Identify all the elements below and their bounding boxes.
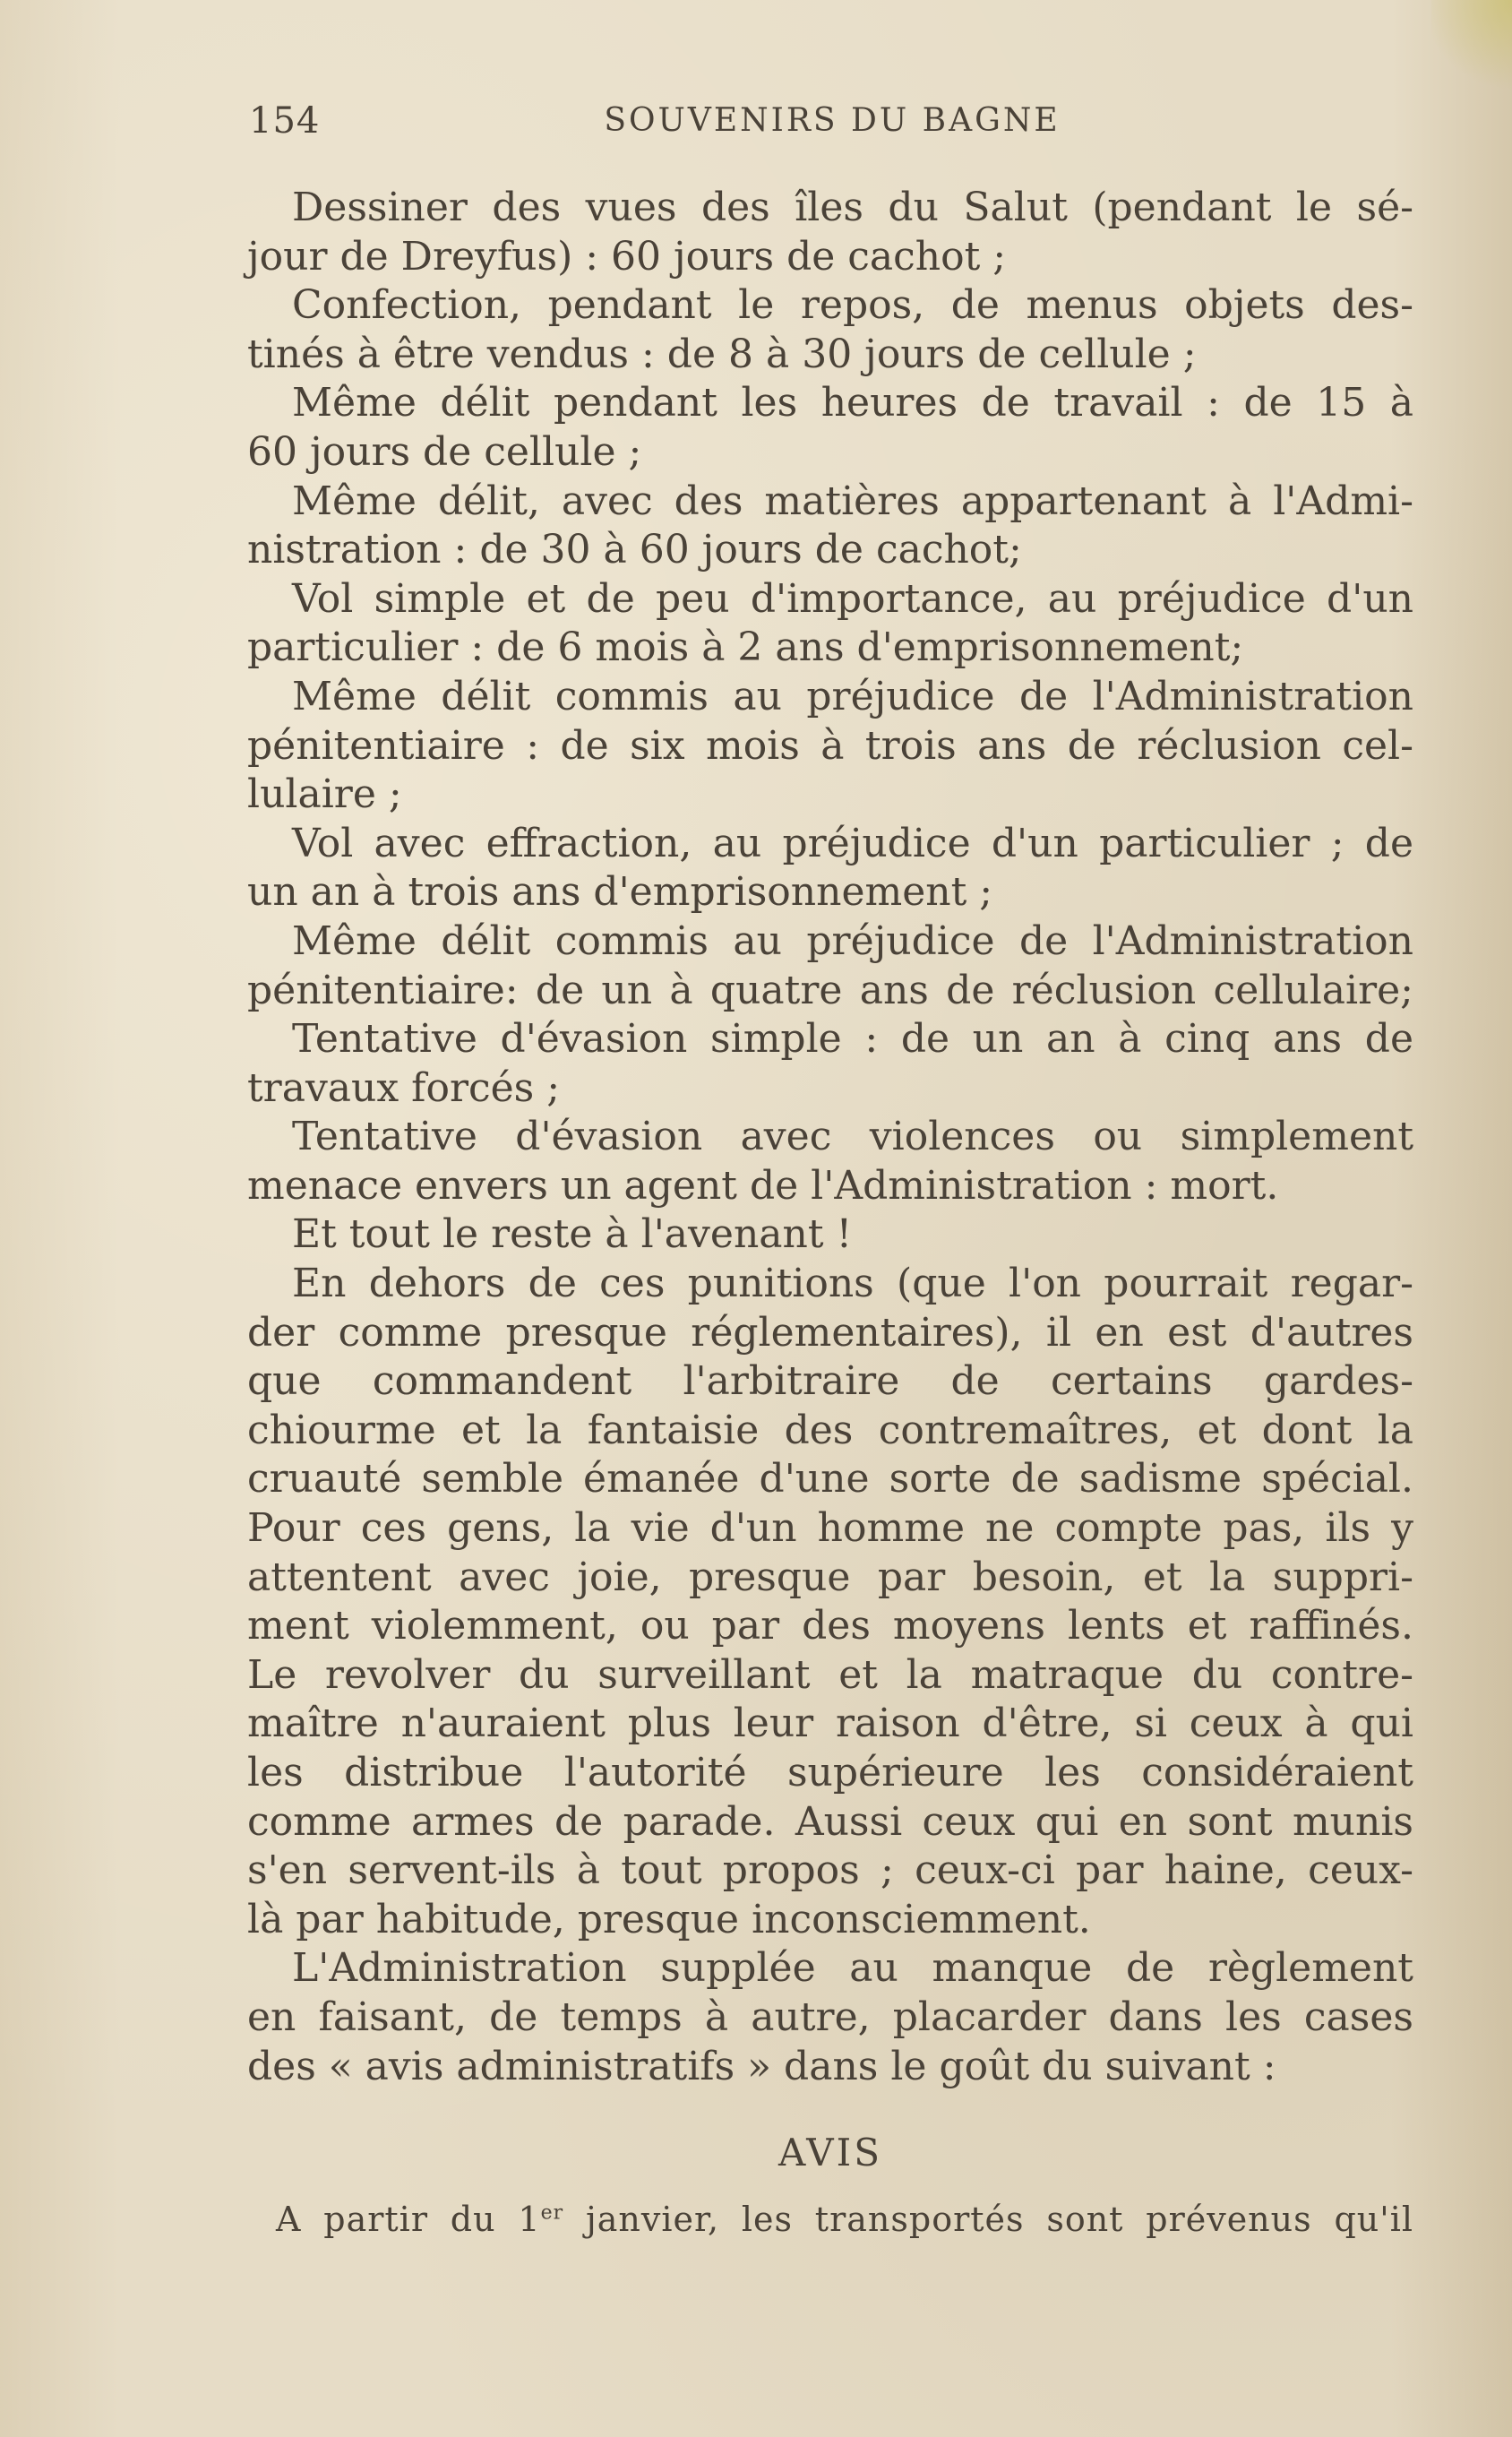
avis-title: AVIS	[778, 2131, 882, 2174]
text-line: tinés à être vendus : de 8 à 30 jours de cellule ;	[247, 331, 1197, 377]
text-line: En dehors de ces punitions (que l'on pourrait regar-	[292, 1261, 1413, 1307]
body-text	[247, 184, 1413, 2091]
text-line: les distribue l'autorité supérieure les considéraient	[247, 1750, 1413, 1795]
page-number: 154	[249, 100, 321, 142]
text-line: L'Administration supplée au manque de règlement	[292, 1945, 1413, 1992]
text-line: un an à trois ans d'emprisonnement ;	[247, 869, 993, 916]
text-line: Tentative d'évasion avec violences ou simplement	[292, 1114, 1413, 1160]
text-line: Confection, pendant le repos, de menus objets des-	[292, 282, 1413, 329]
text-line: nistration : de 30 à 60 jours de cachot;	[247, 527, 1022, 573]
avis-line-end: janvier, les transportés sont prévenus qu'il	[563, 2200, 1413, 2239]
text-line: Vol avec effraction, au préjudice d'un particulier ; de	[292, 820, 1413, 866]
text-line: cruauté semble émanée d'une sorte de sadisme spécial.	[247, 1456, 1413, 1503]
text-line: Et tout le reste à l'avenant !	[292, 1211, 853, 1258]
text-line: menace envers un agent de l'Administration : mort.	[247, 1162, 1279, 1209]
running-title: SOUVENIRS DU BAGNE	[604, 102, 1061, 139]
text-line: Pour ces gens, la vie d'un homme ne compte pas, ils y	[247, 1505, 1413, 1552]
text-line: Même délit, avec des matières appartenant à l'Admi-	[292, 478, 1413, 524]
text-line: Vol simple et de peu d'importance, au préjudice d'un	[292, 575, 1413, 622]
text-line: travaux forcés ;	[247, 1064, 561, 1111]
text-line: 60 jours de cellule ;	[247, 428, 642, 475]
text-line: chiourme et la fantaisie des contremaîtres, et dont la	[247, 1407, 1413, 1453]
avis-first-line	[247, 2200, 1413, 2239]
text-line: en faisant, de temps à autre, placarder dans les cases	[247, 1994, 1413, 2040]
text-line: Même délit pendant les heures de travail : de 15 à	[292, 380, 1413, 426]
text-line: que commandent l'arbitraire de certains gardes-	[247, 1358, 1413, 1405]
text-line: Même délit commis au préjudice de l'Administration	[292, 673, 1413, 719]
text-line: particulier : de 6 mois à 2 ans d'emprisonnement;	[247, 624, 1244, 671]
text-line: comme armes de parade. Aussi ceux qui en sont munis	[247, 1798, 1413, 1845]
text-line: Même délit commis au préjudice de l'Administration	[292, 917, 1413, 964]
text-line: Tentative d'évasion simple : de un an à cinq ans de	[292, 1016, 1413, 1063]
text-line: Le revolver du surveillant et la matraque du contre-	[247, 1651, 1413, 1698]
text-line: maître n'auraient plus leur raison d'être, si ceux à qui	[247, 1701, 1413, 1747]
text-line: pénitentiaire: de un à quatre ans de réclusion cellulaire;	[247, 967, 1413, 1013]
text-line: lulaire ;	[247, 771, 402, 818]
page-header	[249, 100, 1415, 149]
page-corner-stain	[1431, 0, 1512, 99]
avis-line-superscript: er	[540, 2201, 564, 2225]
text-line: der comme presque réglementaires), il en est d'autres	[247, 1309, 1413, 1356]
text-line: pénitentiaire : de six mois à trois ans de réclusion cel-	[247, 722, 1413, 769]
text-line: Dessiner des vues des îles du Salut (pendant le sé-	[292, 185, 1413, 230]
text-line: s'en servent-ils à tout propos ; ceux-ci par haine, ceux-	[247, 1847, 1413, 1894]
text-line: jour de Dreyfus) : 60 jours de cachot ;	[247, 233, 1007, 280]
avis-line-start: A partir du 1	[276, 2200, 541, 2239]
text-line: attentent avec joie, presque par besoin, et la suppri-	[247, 1554, 1413, 1600]
text-line: là par habitude, presque inconsciemment.	[247, 1896, 1091, 1942]
text-line: des « avis administratifs » dans le goût du suivant :	[247, 2043, 1276, 2089]
text-line: ment violemment, ou par des moyens lents et raffinés.	[247, 1603, 1413, 1649]
